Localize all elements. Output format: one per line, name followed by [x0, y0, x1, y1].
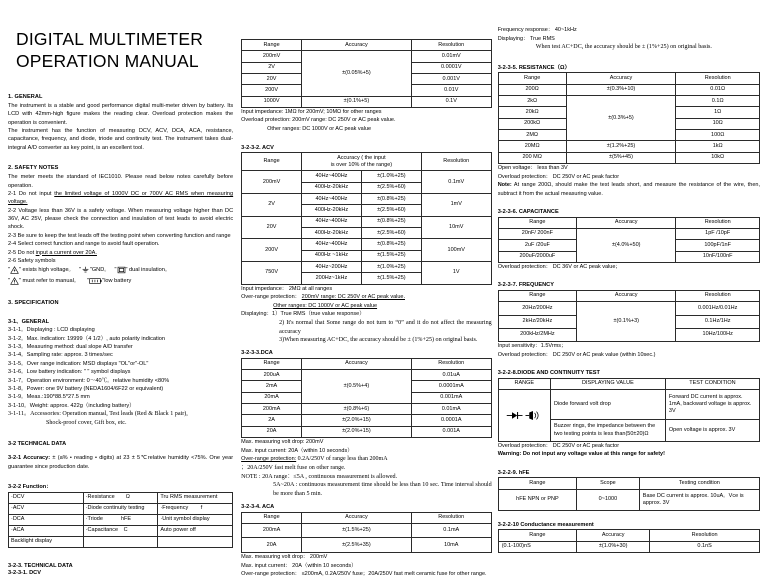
acv-table	[241, 152, 492, 285]
heading-3-2-2-function: 3-2-2 Function：	[8, 484, 52, 491]
spec-item: 3-1-8。Power: one 9V battery (NEDA1604/6F22 or equivalent)	[8, 385, 164, 392]
resolution-cell: 10mA	[411, 538, 491, 553]
range-cell: 200V	[242, 239, 302, 262]
table-row	[242, 523, 492, 538]
middle-column	[241, 6, 498, 578]
range-cell: 2MΩ	[498, 130, 566, 141]
table-row	[498, 489, 759, 510]
resolution-cell: 0.001Hz/0.01Hz	[676, 302, 760, 315]
range-cell: 200kΩ	[498, 118, 566, 129]
safety-item-2-5-a: 2-5 Do not	[8, 249, 36, 256]
range-cell: 200Ω	[498, 84, 566, 95]
resolution-cell: 1mV	[421, 194, 491, 217]
frequency-cell: 400Hz ~1kHz	[302, 250, 362, 261]
diode-test-condition-1: Forward DC current is approx. 1mA, backward voltage is approx. 3V	[665, 390, 759, 420]
heading-safety-notes: 2. SAFETY NOTES	[8, 165, 59, 172]
table-row	[9, 493, 233, 504]
table-row	[498, 141, 759, 152]
safety-symbol-4-label: " must refer to manual。	[19, 278, 80, 285]
range-cell: 2V	[242, 62, 302, 73]
capacitance-note: Overload protection： DC 36V or AC peak value；	[497, 263, 621, 270]
resolution-cell: 1V	[421, 262, 491, 285]
diode-table	[498, 378, 760, 442]
function-cell	[158, 536, 233, 547]
diode-test-condition-2: Open voltage is approx. 3V	[665, 420, 759, 441]
accuracy-cell: ±(2.0%+15)	[302, 426, 412, 437]
resolution-cell: 100pF/1nF	[676, 240, 760, 251]
acv-note-overrange-cont: Other ranges: DC 1000V or AC peak value	[273, 302, 378, 309]
page-title-line1: DIGITAL MULTIMETER	[16, 29, 204, 49]
heading-3-2-2-9-hfe: 3-2-2-9. hFE	[497, 469, 530, 476]
function-cell: Tru RMS measurement	[158, 493, 233, 504]
column-header-resolution: Resolution	[411, 358, 491, 369]
column-header-range: Range	[242, 358, 302, 369]
column-header-range: Range	[242, 153, 302, 171]
spec-item: 3-1-5。Over range indication: MSD displays "OL"or"-OL"	[8, 360, 149, 367]
table-header-row	[498, 290, 759, 301]
frequency-cell: 400Hz-20kHz	[302, 228, 362, 239]
column-header-test-condition: TEST CONDITION	[665, 378, 759, 389]
heading-3-2-3-1-dcv: 3-2-3-1. DCV	[8, 570, 41, 577]
resolution-cell: 0.001A	[411, 426, 491, 437]
dca-table	[241, 358, 492, 438]
column-header-range: Range	[498, 530, 576, 541]
function-cell: ·ACV	[9, 503, 84, 514]
function-cell: ·Capacitance C	[83, 525, 158, 536]
function-cell: ·Triode hFE	[83, 514, 158, 525]
column-header-resolution: Resolution	[411, 512, 491, 523]
spec-item: 3-1-3。Measuring method: dual slope A/D transfer	[8, 343, 133, 350]
acv-note-3: 3)When measuring AC+DC, the accuracy should be ± (1%+25) on original basis.	[279, 337, 478, 344]
resistance-note-open-voltage: Open voltage： less than 3V	[497, 164, 568, 171]
heading-specification: 3. SPECIFICATION	[8, 299, 59, 306]
table-header-row	[242, 40, 492, 51]
acv-frequency-response: Frequency response： 40~1kHz	[497, 27, 577, 33]
table-row	[9, 503, 233, 514]
right-column	[497, 6, 760, 550]
range-cell: hFE NPN or PNP	[498, 489, 576, 510]
table-header-row	[498, 378, 759, 389]
resolution-cell: 10nF/100nF	[676, 251, 760, 262]
resolution-cell: 0.001V	[411, 73, 491, 84]
frequency-cell: 40Hz~200Hz	[302, 262, 362, 273]
dcv-note: Overload protection: 200mV range: DC 250V or AC peak value.	[241, 117, 396, 124]
column-header-scope: Scope	[577, 478, 640, 489]
safety-symbols-row-1: " " exists high voltage。 " "GND。 " " dual insulation。	[8, 267, 171, 274]
column-header-resolution: Resolution	[411, 40, 491, 51]
accuracy-cell: ±(1.5%+25)	[302, 523, 412, 538]
accuracy-cell: ±(4.0%+50)	[577, 228, 676, 262]
resolution-cell: 10mV	[421, 216, 491, 239]
column-header-range: Range	[242, 512, 302, 523]
range-cell: 20Hz/200Hz	[498, 302, 576, 315]
range-cell: 1000V	[242, 96, 302, 107]
acv-note-overrange: Over-range protection： 200mV range: DC 250V or AC peak value.	[241, 294, 405, 301]
aca-note: Over-range protection： ≤200mA, 0.2A/250V fuse；20A/250V fast melt ceramic fuse for other range.	[241, 571, 487, 578]
range-cell: 750V	[242, 262, 302, 285]
resolution-cell: 0.1Hz/1Hz	[676, 315, 760, 328]
column-header-range: Range	[498, 478, 576, 489]
heading-3-2-3-2-acv: 3-2-3-2. ACV	[241, 144, 274, 151]
acv-note-impedance: Input impedance： 2MΩ at all ranges	[241, 285, 333, 292]
accuracy-cell: ±(0.1%+5)	[302, 96, 412, 107]
accuracy-cell: ±(2.0%+15)	[302, 415, 412, 426]
table-header-row	[242, 358, 492, 369]
acv-note-2: 2) It's normal that Some range do not turn to “0” and it do not affect the measuring accuracy	[279, 319, 492, 335]
table-row	[242, 262, 492, 273]
column-header-testing-condition: Testing condition	[639, 478, 759, 489]
accuracy-cell: ±(0.8%+6)	[302, 404, 412, 415]
resolution-cell: 0.0001V	[411, 62, 491, 73]
accuracy-cell: ±(0.8%+25)	[361, 194, 421, 205]
heading-general: 1. GENERAL	[8, 93, 43, 100]
table-row	[242, 216, 492, 227]
resolution-cell: 1Ω	[676, 107, 760, 118]
resolution-cell: 0.01V	[411, 85, 491, 96]
dcv-note: Other ranges: DC 1000V or AC peak value	[267, 126, 372, 132]
range-cell: 2kHz/20kHz	[498, 315, 576, 328]
resolution-cell: 0.001mA	[411, 392, 491, 403]
resolution-cell: 0.0001A	[411, 415, 491, 426]
conductance-table	[498, 529, 760, 553]
frequency-cell: 400Hz-20kHz	[302, 205, 362, 216]
range-cell: 200uA	[242, 370, 302, 381]
column-header-accuracy-line1: Accuracy ( the input	[302, 153, 422, 162]
table-row	[498, 96, 759, 107]
table-row	[242, 194, 492, 205]
table-row	[242, 404, 492, 415]
range-cell: 20kΩ	[498, 107, 566, 118]
table-row	[242, 96, 492, 107]
spec-item-accessories: 3-1-11。Accessories: Operation manual, Test leads (Red & Black 1 pair),	[8, 411, 188, 418]
table-header-row	[242, 153, 492, 162]
acv-displaying: Displaying： True RMS	[497, 35, 555, 42]
range-cell: 20nF/ 200nF	[498, 228, 576, 239]
heading-3-2-technical-data: 3-2 TECHNICAL DATA	[8, 440, 67, 447]
safety-symbol-5-label: "low battery	[102, 278, 132, 285]
resolution-cell: 0.1mA	[411, 523, 491, 538]
resolution-cell: 0.1nS	[650, 541, 760, 552]
column-header-resolution: Resolution	[650, 530, 760, 541]
diode-continuity-icon	[506, 410, 542, 421]
function-cell: ·DCA	[9, 514, 84, 525]
function-cell: Auto power off	[158, 525, 233, 536]
table-row	[9, 525, 233, 536]
heading-3-2-3-6-capacitance: 3-2-3-6. CAPACITANCE	[497, 209, 559, 216]
refer-to-manual-icon	[10, 277, 19, 285]
range-cell: 200mV	[242, 51, 302, 62]
scope-cell: 0~1000	[577, 489, 640, 510]
dual-insulation-icon	[117, 266, 126, 274]
table-header-row	[498, 530, 759, 541]
frequency-cell: 40Hz~400Hz	[302, 194, 362, 205]
heading-3-2-3-technical-data: 3-2-3. TECHNICAL DATA	[8, 562, 73, 569]
table-row	[498, 152, 759, 163]
capacitance-table	[498, 217, 760, 263]
accuracy-spec-label: 3-2-1 Accuracy:	[8, 455, 51, 462]
table-header-row	[498, 73, 759, 84]
table-row	[9, 536, 233, 547]
hfe-table	[498, 477, 760, 511]
accuracy-cell: ±(0.05%+5)	[302, 51, 412, 96]
table-row	[242, 239, 492, 250]
spec-item: 3-1-10。Weight: approx. 422g（including battery）	[8, 402, 135, 409]
range-cell: 2A	[242, 415, 302, 426]
resolution-cell: 0.01Ω	[676, 84, 760, 95]
accuracy-cell: ±(0.8%+25)	[361, 216, 421, 227]
safety-item-2-5	[8, 249, 233, 257]
range-cell: 20V	[242, 216, 302, 239]
accuracy-spec	[8, 454, 233, 471]
heading-3-2-3-7-frequency: 3-2-3-7. FREQUENCY	[497, 282, 554, 289]
resolution-cell: 0.01mV	[411, 51, 491, 62]
column-header-accuracy: Accuracy	[302, 40, 412, 51]
dca-note: NOTE : 20A range：≤5A , continuous measurement is allowed.	[241, 473, 398, 480]
function-cell: ·ACA	[9, 525, 84, 536]
dca-note-cont: 5A~20A : continuous measurement time should be less than 10 sec. Time interval should be more than 5 min.	[273, 482, 492, 498]
column-header-resolution: Resolution	[676, 217, 760, 228]
table-row	[498, 390, 759, 420]
column-header-range: Range	[498, 73, 566, 84]
resolution-cell: 0.1mV	[421, 171, 491, 194]
heading-3-2-2-8-diode: 3-2-2-8.DIODE AND CONTINUITY TEST	[497, 370, 600, 377]
column-header-displaying-value: DISPLAYING VALUE	[550, 378, 665, 389]
resolution-cell: 1kΩ	[676, 141, 760, 152]
range-cell: 2V	[242, 194, 302, 217]
range-cell: 20A	[242, 426, 302, 437]
accuracy-cell: ±(0.1%+3)	[577, 302, 676, 342]
dcv-table	[241, 39, 492, 108]
general-paragraph-1: The instrument is a stable and good performance digital multi-meter driven by battery. Its LCD with 42mm-high figure makes the reading clear. Overload protection makes the operation is convenient.	[8, 102, 234, 126]
aca-note: Max. input current： 20A（within 10 seconds）	[241, 562, 357, 569]
heading-3-2-3-3-dca: 3-2-3-3.DCA	[241, 350, 273, 357]
range-cell: 20A	[242, 538, 302, 553]
aca-note: Max. measuring volt drop： 200mV	[241, 554, 328, 560]
diode-display-value-1: Diode forward volt drop	[550, 390, 665, 420]
range-cell: 200kHz/2MHz	[498, 328, 576, 341]
column-header-resolution: Resolution	[676, 290, 760, 301]
diode-note-overload: Overload protection： DC 250V or AC peak factor	[497, 442, 620, 449]
accuracy-cell: ±(2.5%+60)	[361, 228, 421, 239]
resolution-cell: 10kΩ	[676, 152, 760, 163]
resistance-note-warning: Note: At range 200Ω, should make the test leads short, and measure the resistance of the wire, then, subtract it from the actual measuring value.	[497, 182, 760, 197]
spec-item: 3-1-4。Sampling rate: approx. 3 times/sec	[8, 352, 113, 359]
accuracy-cell: ±(1.0%+25)	[361, 171, 421, 182]
function-cell: ·Unit symbol display	[158, 514, 233, 525]
resolution-cell: 0.1Ω	[676, 96, 760, 107]
spec-item: 3-1-2。Max. indication: 19999（4 1/2）, auto polarity indication	[8, 335, 166, 342]
frequency-cell: 400Hz-20kHz	[302, 182, 362, 193]
safety-symbol-3-label: " dual insulation。	[125, 267, 171, 274]
safety-item-2-4: 2-4 Select correct function and range to avoid fault operation.	[8, 241, 160, 248]
resolution-cell: 10Ω	[676, 118, 760, 129]
range-cell: 2mA	[242, 381, 302, 392]
safety-item-2-1-a: 2-1 Do not input	[8, 190, 55, 197]
function-table	[8, 492, 233, 548]
safety-paragraph-1: The meter meets the standard of IEC1010. Please read below notes carefully before operation.	[8, 174, 234, 189]
column-header-range: Range	[498, 217, 576, 228]
function-cell: ·Resistance Ω	[83, 493, 158, 504]
accuracy-cell: ±(0.3%+5)	[566, 96, 676, 141]
table-row	[498, 84, 759, 95]
table-row	[242, 51, 492, 62]
column-header-resolution: Resolution	[421, 153, 491, 171]
frequency-note-overload: Overload protection： DC 250V or AC peak value (within 10sec.)	[497, 351, 656, 358]
range-cell: 20V	[242, 73, 302, 84]
resistance-note-overload: Overload protection： DC 250V or AC peak factor	[497, 173, 620, 180]
accuracy-cell: ±(1.2%+25)	[566, 141, 676, 152]
spec-item-accessories-cont: Shock-proof cover, Gift box, etc.	[46, 419, 127, 426]
table-row	[242, 415, 492, 426]
testing-condition-cell: Base DC current is approx. 10uA。Vce is approx. 3V	[639, 489, 759, 510]
table-header-row	[498, 478, 759, 489]
table-row	[242, 370, 492, 381]
resolution-cell: 1pF /10pF	[676, 228, 760, 239]
acv-acdc-note: When test AC+DC, the accuracy should be ± (1%+25) on original basis.	[535, 44, 712, 51]
resistance-table	[498, 72, 760, 164]
frequency-cell: 200Hz~1kHz	[302, 273, 362, 284]
function-cell: Backlight display	[9, 536, 84, 547]
accuracy-cell: ±(0.8%+25)	[361, 239, 421, 250]
aca-table	[241, 512, 492, 553]
safety-item-2-1-underlined: the limited voltage of 1000V DC or 700V AC RMS when measuring voltage.	[8, 190, 234, 206]
safety-item-2-3: 2-3 Be sure to keep the test leads off the testing point when converting function and range	[8, 232, 231, 239]
accuracy-cell: ±(0.3%+10)	[566, 84, 676, 95]
resolution-cell: 100Ω	[676, 130, 760, 141]
column-header-range: RANGE	[498, 378, 550, 389]
safety-item-2-1	[8, 190, 233, 207]
range-cell: 20MΩ	[498, 141, 566, 152]
safety-symbol-2-label: "GND。	[89, 267, 110, 274]
table-header-row	[242, 512, 492, 523]
column-header-accuracy: Accuracy	[302, 512, 412, 523]
function-cell: ·Diode continuity testing	[83, 503, 158, 514]
resolution-cell: 0.1V	[411, 96, 491, 107]
range-cell: 2kΩ	[498, 96, 566, 107]
accuracy-cell: ±(5%+45)	[566, 152, 676, 163]
acv-note-displaying: Displaying：1）True RMS（true value response）	[241, 311, 365, 318]
table-row	[9, 514, 233, 525]
diode-note-warning: Warning: Do not input any voltage value at this range for safety!	[497, 451, 665, 458]
spec-item-low-battery: 3-1-6。Low battery indication: " " symbol displays	[8, 369, 131, 376]
resolution-cell: 0.0001mA	[411, 381, 491, 392]
range-cell: 200V	[242, 85, 302, 96]
left-column	[8, 6, 241, 577]
table-row	[498, 302, 759, 315]
range-cell: 20mA	[242, 392, 302, 403]
range-cell: 200uF/2000uF	[498, 251, 576, 262]
spec-item: 3-1-7。Operation environment: 0～40℃。relative humidity <80%	[8, 377, 170, 384]
range-cell: 200mA	[242, 404, 302, 415]
accuracy-cell: ±(1.0%+30)	[577, 541, 650, 552]
accuracy-cell: ±(0.5%+4)	[302, 370, 412, 404]
dca-note-overrange: Over-range protection: 0.2A/250V of range less than 200mA	[241, 456, 388, 463]
column-header-accuracy: Accuracy	[566, 73, 676, 84]
column-header-accuracy: Accuracy	[302, 358, 412, 369]
dcv-note: Input impedance: 1MΩ for 200mV; 10MΩ for other ranges	[241, 108, 382, 115]
accuracy-spec-text: ± (a% • reading • digits) at 23 ± 5℃relative humidity <75%. One year guarantee since production date.	[8, 455, 234, 470]
dca-note: Max. input current: 20A（within 10 seconds）	[241, 447, 353, 454]
range-cell: 200mA	[242, 523, 302, 538]
table-row	[498, 228, 759, 239]
column-header-accuracy: Accuracy	[577, 290, 676, 301]
accuracy-cell: ±(1.5%+25)	[361, 273, 421, 284]
heading-3-2-2-10-conductance: 3-2-2-10 Conductance measurement	[497, 521, 594, 528]
column-header-accuracy: Accuracy	[577, 217, 676, 228]
frequency-cell: 40Hz~400Hz	[302, 216, 362, 227]
accuracy-cell: ±(1.0%+25)	[361, 262, 421, 273]
column-header-range: Range	[242, 40, 302, 51]
safety-symbols-row-2: " " must refer to manual。 " "low battery	[8, 278, 132, 285]
range-cell: 2uF /20uF	[498, 240, 576, 251]
resolution-cell: 0.01mA	[411, 404, 491, 415]
resolution-cell: 0.01uA	[411, 370, 491, 381]
safety-symbol-1-label: " exists high voltage。	[19, 267, 75, 274]
resolution-cell: 10Hz/100Hz	[676, 328, 760, 341]
function-cell: ·DCV	[9, 493, 84, 504]
low-battery-icon	[89, 277, 102, 285]
dca-note: Max. measuring volt drop: 200mV	[241, 439, 324, 446]
safety-item-2-2: 2-2 Voltage less than 36V is a safety voltage. When measuring voltage higher than DC 36V, AC 25V, please check the connection and insulation of test leads to avoid electric shock.	[8, 207, 234, 231]
frequency-cell: 40Hz~400Hz	[302, 171, 362, 182]
diode-buzzer-symbol-cell	[498, 390, 550, 442]
range-cell: 200mV	[242, 171, 302, 194]
column-header-resolution: Resolution	[676, 73, 760, 84]
ground-icon	[81, 266, 90, 274]
frequency-cell: 40Hz~400Hz	[302, 239, 362, 250]
general-paragraph-2: The instrument has the function of measuring DCV, ACV, DCA, ACA, resistance, capacitance, frequency, and diode, triode and continuity test. The instrument takes dual-integral A/D converter as key point, is an excellent tool.	[8, 127, 234, 151]
accuracy-cell: ±(1.5%+25)	[361, 250, 421, 261]
heading-3-2-3-5-resistance: 3-2-3-5. RESISTANCE（Ω）	[497, 64, 571, 71]
table-row	[242, 426, 492, 437]
resolution-cell: 100mV	[421, 239, 491, 262]
spec-item: 3-1-9。Meas.:190*88.5*27.5 mm	[8, 394, 90, 401]
table-row	[242, 171, 492, 182]
column-header-accuracy-line2: is over 10% of the range)	[302, 162, 422, 171]
heading-3-1-general: 3-1、GENERAL	[8, 318, 50, 325]
table-row	[242, 538, 492, 553]
column-header-accuracy: Accuracy	[577, 530, 650, 541]
accuracy-cell: ±(2.5%+60)	[361, 205, 421, 216]
accuracy-cell: ±(2.5%+60)	[361, 182, 421, 193]
range-cell: 200 MΩ	[498, 152, 566, 163]
function-cell	[83, 536, 158, 547]
accuracy-cell: ±(2.5%+35)	[302, 538, 412, 553]
dca-note: ；20A/250V fast melt fuse on other range.	[241, 464, 346, 471]
page-title-line2: OPERATION MANUAL	[16, 51, 199, 72]
diode-display-value-2: Buzzer rings, the impedance between the two testing points is less than(50±20)Ω	[550, 420, 665, 441]
function-cell: ·Frequency f	[158, 503, 233, 514]
safety-item-2-6: 2-6 Safety symbols	[8, 258, 56, 265]
frequency-table	[498, 290, 760, 342]
safety-item-2-5-underlined: input a current over 20A.	[35, 249, 97, 256]
table-header-row	[498, 217, 759, 228]
range-cell: (0.1-100)nS	[498, 541, 576, 552]
column-header-range: Range	[498, 290, 576, 301]
spec-item: 3-1-1。Displaying : LCD displaying	[8, 327, 95, 334]
high-voltage-warning-icon	[10, 266, 19, 274]
heading-3-2-3-4-aca: 3-2-3-4. ACA	[241, 504, 275, 511]
frequency-note-sensitivity: Input sensitivity：1.5Vrms；	[497, 343, 567, 350]
page-title	[16, 28, 233, 73]
